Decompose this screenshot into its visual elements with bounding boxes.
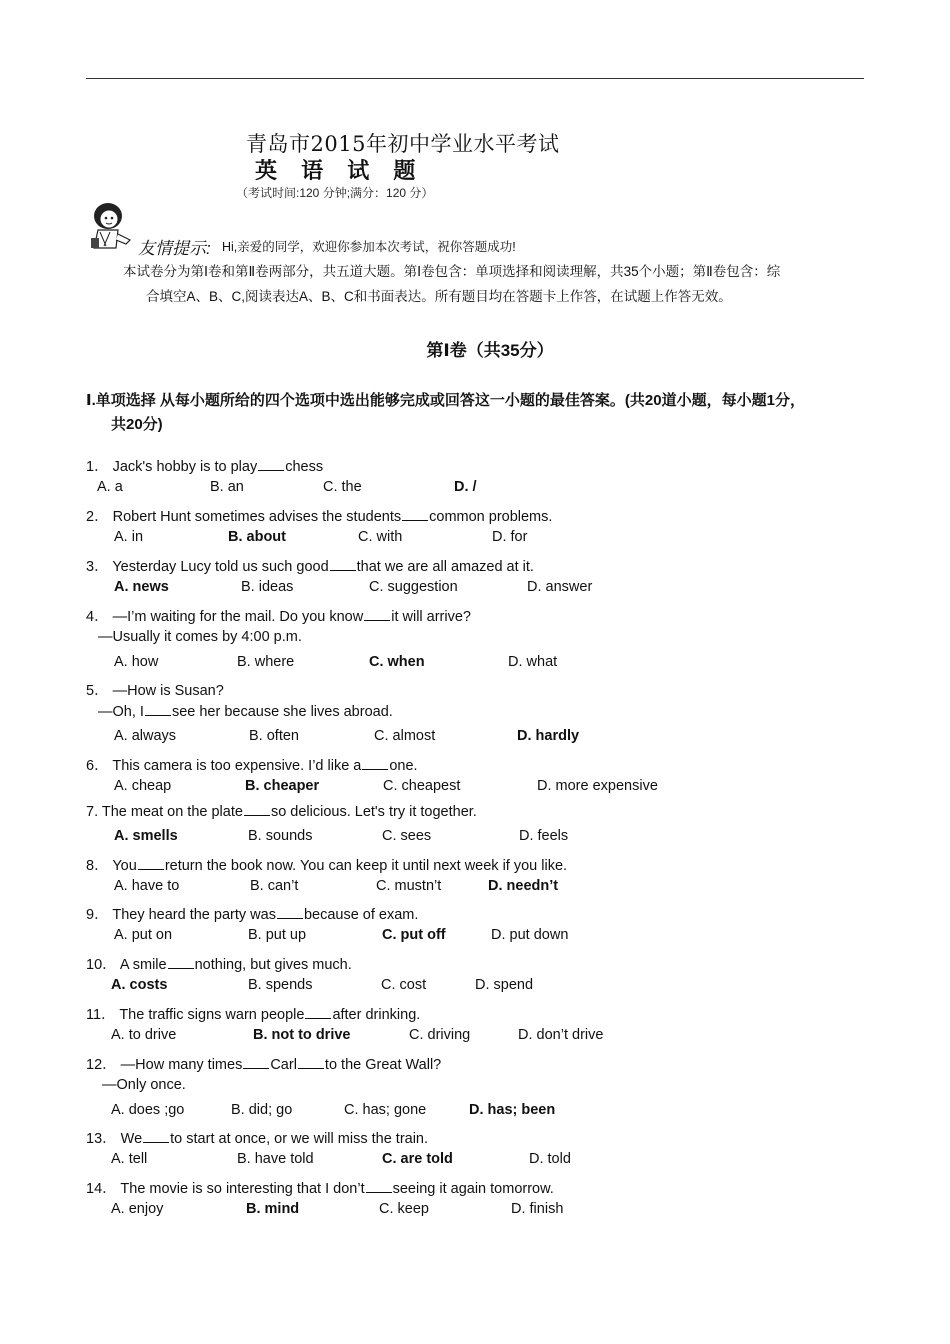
top-rule bbox=[86, 78, 864, 79]
question-11-option-a: A. to drive bbox=[111, 1027, 177, 1043]
question-7-option-c: C. sees bbox=[382, 828, 432, 844]
friendly-tip-text: Hi,亲爱的同学，欢迎你参加本次考试，祝你答题成功! bbox=[222, 240, 516, 254]
question-13-option-d: D. told bbox=[529, 1151, 571, 1167]
question-5-option-a: A. always bbox=[114, 728, 177, 744]
answer-blank bbox=[362, 757, 388, 770]
question-13-option-b: B. have told bbox=[237, 1151, 314, 1167]
exam-title: 青岛市2015年初中学业水平考试 bbox=[246, 132, 560, 156]
question-4: 4． —I’m waiting for the mail. Do you know it will arrive? bbox=[86, 609, 471, 625]
question-9: 9． They heard the party was because of exam. bbox=[86, 907, 419, 923]
question-2: 2． Robert Hunt sometimes advises the students common problems. bbox=[86, 509, 553, 525]
question-6-option-d: D. more expensive bbox=[537, 778, 658, 794]
question-3-option-d: D. answer bbox=[527, 579, 593, 595]
question-6: 6． This camera is too expensive. I’d like a one. bbox=[86, 758, 418, 774]
question-5-reply: —Oh, I see her because she lives abroad. bbox=[98, 704, 393, 720]
answer-blank bbox=[243, 1056, 269, 1069]
exam-intro-line-1: 本试卷分为第Ⅰ卷和第Ⅱ卷两部分，共五道大题。第Ⅰ卷包含：单项选择和阅读理解，共35个小题；第Ⅱ卷包含：综 bbox=[123, 264, 781, 279]
question-2-option-c: C. with bbox=[358, 529, 403, 545]
question-3-option-a: A. news bbox=[114, 579, 169, 595]
question-6-option-b: B. cheaper bbox=[245, 778, 320, 794]
question-4-option-c: C. when bbox=[369, 654, 425, 670]
answer-blank bbox=[298, 1056, 324, 1069]
question-6-option-a: A. cheap bbox=[114, 778, 172, 794]
answer-blank bbox=[145, 703, 171, 716]
question-7-option-d: D. feels bbox=[519, 828, 569, 844]
question-5-option-d: D. hardly bbox=[517, 728, 580, 744]
question-12-reply: —Only once. bbox=[102, 1077, 186, 1093]
part-one-title: 第Ⅰ卷（共35分） bbox=[426, 341, 554, 360]
question-13-option-a: A. tell bbox=[111, 1151, 148, 1167]
answer-blank bbox=[364, 608, 390, 621]
question-12-option-c: C. has; gone bbox=[344, 1102, 427, 1118]
question-9-option-a: A. put on bbox=[114, 927, 173, 943]
question-3: 3． Yesterday Lucy told us such good that we are all amazed at it. bbox=[86, 559, 534, 575]
question-10-option-d: D. spend bbox=[475, 977, 534, 993]
question-12-option-d: D. has; been bbox=[469, 1102, 556, 1118]
question-14: 14． The movie is so interesting that I don’t seeing it again tomorrow. bbox=[86, 1181, 554, 1197]
question-4-option-a: A. how bbox=[114, 654, 159, 670]
question-14-option-b: B. mind bbox=[246, 1201, 300, 1217]
question-9-option-c: C. put off bbox=[382, 927, 446, 943]
question-4-option-d: D. what bbox=[508, 654, 558, 670]
answer-blank bbox=[305, 1006, 331, 1019]
question-4-reply: —Usually it comes by 4:00 p.m. bbox=[98, 629, 302, 645]
section-instructions-line-1: Ⅰ.单项选择 从每小题所给的四个选项中选出能够完成或回答这一小题的最佳答案。(共20道小题，每小题1分， bbox=[86, 392, 805, 409]
question-7: 7. The meat on the plate so delicious. Let's try it together. bbox=[86, 804, 477, 820]
answer-blank bbox=[366, 1180, 392, 1193]
question-11-option-c: C. driving bbox=[409, 1027, 471, 1043]
question-7-option-a: A. smells bbox=[114, 828, 178, 844]
question-13-option-c: C. are told bbox=[382, 1151, 453, 1167]
question-12-option-b: B. did; go bbox=[231, 1102, 293, 1118]
question-1-option-c: C. the bbox=[323, 479, 362, 495]
question-13: 13． We to start at once, or we will miss the train. bbox=[86, 1131, 429, 1147]
question-11: 11． The traffic signs warn people after drinking. bbox=[86, 1007, 421, 1023]
answer-blank bbox=[244, 803, 270, 816]
question-4-option-b: B. where bbox=[237, 654, 295, 670]
question-10-option-a: A. costs bbox=[111, 977, 168, 993]
question-3-option-c: C. suggestion bbox=[369, 579, 458, 595]
answer-blank bbox=[258, 458, 284, 471]
question-11-option-b: B. not to drive bbox=[253, 1027, 351, 1043]
friendly-tip-label: 友情提示: bbox=[138, 239, 211, 258]
answer-blank bbox=[168, 956, 194, 969]
question-2-option-b: B. about bbox=[228, 529, 286, 545]
question-9-option-b: B. put up bbox=[248, 927, 307, 943]
answer-blank bbox=[402, 508, 428, 521]
answer-blank bbox=[277, 906, 303, 919]
question-1-option-d: D. / bbox=[454, 479, 477, 495]
exam-time-info: （考试时间:120 分钟;满分：120 分） bbox=[236, 186, 434, 200]
answer-blank bbox=[138, 857, 164, 870]
question-8-option-a: A. have to bbox=[114, 878, 180, 894]
question-12-option-a: A. does ;go bbox=[111, 1102, 185, 1118]
answer-blank bbox=[330, 558, 356, 571]
question-1-option-b: B. an bbox=[210, 479, 244, 495]
question-10-option-b: B. spends bbox=[248, 977, 313, 993]
question-8-option-d: D. needn’t bbox=[488, 878, 559, 894]
question-12: 12． —How many times Carl to the Great Wall? bbox=[86, 1057, 442, 1073]
question-14-option-a: A. enjoy bbox=[111, 1201, 164, 1217]
question-11-option-d: D. don’t drive bbox=[518, 1027, 604, 1043]
answer-blank bbox=[143, 1130, 169, 1143]
question-6-option-c: C. cheapest bbox=[383, 778, 461, 794]
question-8: 8． You return the book now. You can keep it until next week if you like. bbox=[86, 858, 568, 874]
question-5: 5． —How is Susan? bbox=[86, 683, 224, 699]
question-1-option-a: A. a bbox=[97, 479, 123, 495]
question-1: 1． Jack's hobby is to play chess bbox=[86, 459, 324, 475]
question-5-option-b: B. often bbox=[249, 728, 299, 744]
question-2-option-a: A. in bbox=[114, 529, 144, 545]
exam-intro-line-2: 合填空A、B、C,阅读表达A、B、C和书面表达。所有题目均在答题卡上作答，在试题上作答无效。 bbox=[146, 289, 732, 304]
question-2-option-d: D. for bbox=[492, 529, 528, 545]
question-14-option-c: C. keep bbox=[379, 1201, 429, 1217]
question-8-option-b: B. can’t bbox=[250, 878, 299, 894]
section-instructions-line-2: 共20分) bbox=[111, 416, 163, 433]
question-3-option-b: B. ideas bbox=[241, 579, 294, 595]
question-14-option-d: D. finish bbox=[511, 1201, 564, 1217]
question-8-option-c: C. mustn’t bbox=[376, 878, 442, 894]
question-7-option-b: B. sounds bbox=[248, 828, 313, 844]
question-10: 10． A smile nothing, but gives much. bbox=[86, 957, 352, 973]
question-9-option-d: D. put down bbox=[491, 927, 569, 943]
question-10-option-c: C. cost bbox=[381, 977, 427, 993]
question-5-option-c: C. almost bbox=[374, 728, 436, 744]
student-mascot-icon bbox=[86, 200, 136, 252]
exam-subject: 英 语 试 题 bbox=[255, 158, 425, 183]
